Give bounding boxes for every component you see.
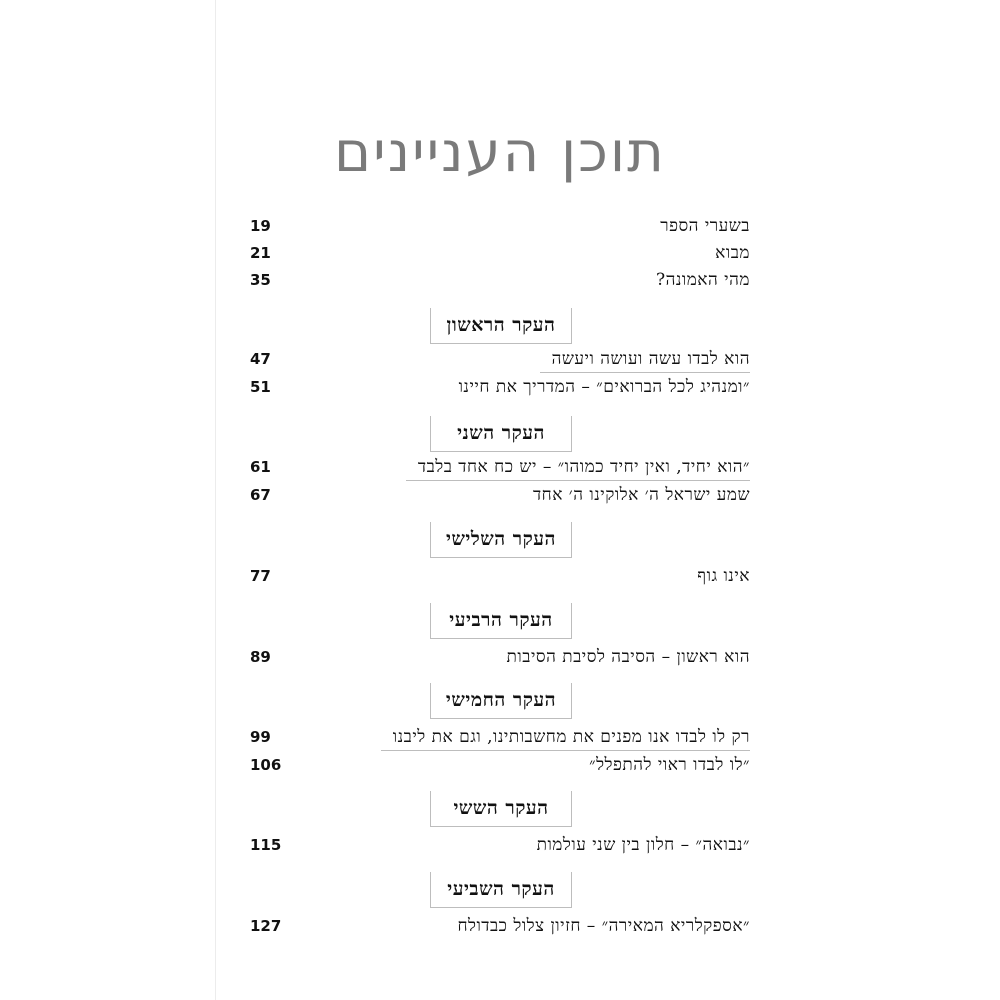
section-heading-2 [430,416,572,452]
toc-entry[interactable] [250,644,750,670]
toc-entry[interactable] [250,563,750,589]
entry-title: בשערי הספר [660,216,750,236]
toc-entry[interactable] [250,913,750,939]
section-heading-label: העקר הרביעי [449,609,553,631]
page-number: 19 [250,217,271,235]
section-heading-label: העקר החמישי [445,689,557,711]
entry-title: הוא לבדו עשה ועושה ויעשה [540,346,750,373]
section-heading-5 [430,683,572,719]
entry-title: ״אספקלריא המאירה״ – חזיון צלול כבדולח [457,916,750,936]
page-number: 89 [250,648,271,666]
section-heading-label: העקר השביעי [447,878,555,900]
section-heading-6 [430,791,572,827]
entry-title: ״ומנהיג לכל הברואים״ – המדריך את חיינו [458,377,750,397]
entry-title: רק לו לבדו אנו מפנים את מחשבותינו, וגם את ליבנו [381,724,750,751]
toc-entry[interactable] [250,482,750,508]
entry-title: מהי האמונה? [655,270,750,290]
toc-entry[interactable] [250,240,750,266]
toc-entry[interactable] [250,454,750,480]
page-title: תוכן העניינים [334,120,666,185]
entry-title: ״לו לבדו ראוי להתפלל״ [589,755,750,775]
page-number: 127 [250,917,282,935]
section-heading-4 [430,603,572,639]
entry-title: ״הוא יחיד, ואין יחיד כמוהו״ – יש כח אחד בלבד [406,454,750,481]
page-number: 99 [250,728,271,746]
toc-entry[interactable] [250,374,750,400]
toc-entry[interactable] [250,267,750,293]
section-heading-1 [430,308,572,344]
toc-entry[interactable] [250,832,750,858]
page-number: 67 [250,486,271,504]
page-number: 35 [250,271,271,289]
entry-title: ״נבואה״ – חלון בין שני עולמות [536,835,750,855]
toc-entry[interactable] [250,724,750,750]
page-number: 21 [250,244,271,262]
entry-title: מבוא [715,243,750,263]
entry-title: שמע ישראל ה׳ אלוקינו ה׳ אחד [532,485,750,505]
page-number: 115 [250,836,282,854]
page-number: 77 [250,567,271,585]
page-number: 61 [250,458,271,476]
section-heading-label: העקר הששי [453,797,549,819]
toc-entry[interactable] [250,213,750,239]
entry-title: אינו גוף [697,566,750,586]
entry-title: הוא ראשון – הסיבה לסיבת הסיבות [506,647,750,667]
page-number: 51 [250,378,271,396]
section-heading-7 [430,872,572,908]
page-edge-divider [215,0,216,1000]
page-number: 47 [250,350,271,368]
section-heading-3 [430,522,572,558]
toc-entry[interactable] [250,346,750,372]
section-heading-label: העקר השני [457,422,545,444]
toc-entry[interactable] [250,752,750,778]
page-number: 106 [250,756,282,774]
section-heading-label: העקר הראשון [446,314,556,336]
section-heading-label: העקר השלישי [446,528,556,550]
